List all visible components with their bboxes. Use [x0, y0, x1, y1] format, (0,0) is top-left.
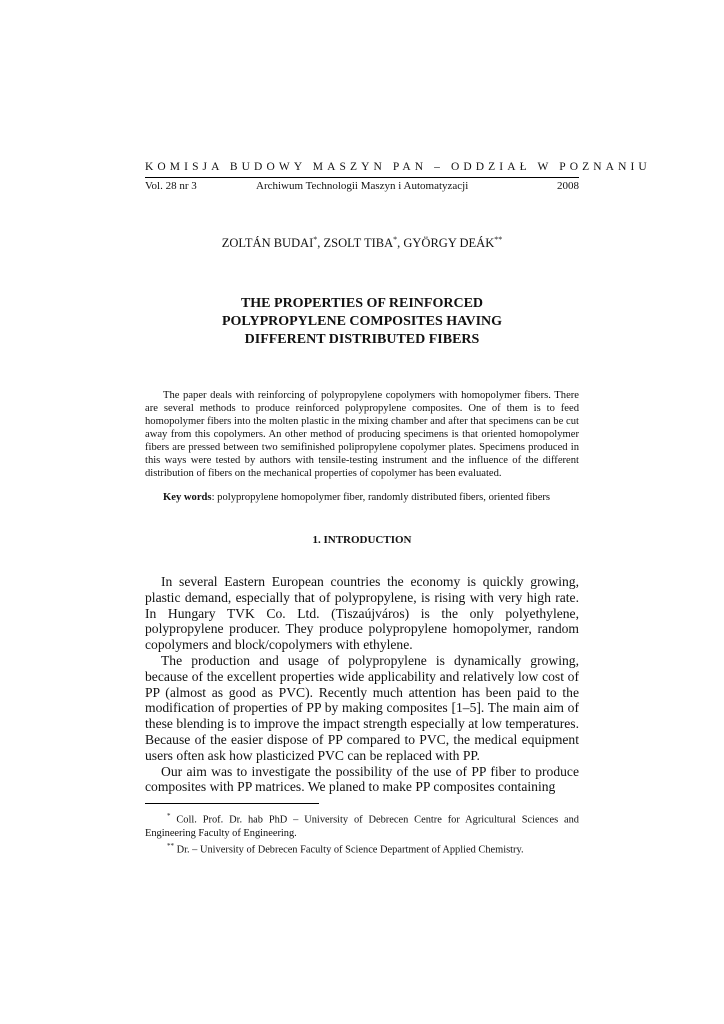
- body-paragraph: In several Eastern European countries the economy is quickly growing, plastic demand, especially that of polypropylene, is rising with very high rate. In Hungary TVK Co. Ltd. (Tiszaújváros) is the only polyethylene, polypropylene producer. They produce polypropylene homopolymer, random copolymers and block/copolymers with ethylene.: [145, 574, 579, 653]
- volume-label: Vol. 28 nr 3: [145, 180, 197, 192]
- author-name: ZSOLT TIBA: [323, 236, 394, 251]
- title-line: POLYPROPYLENE COMPOSITES HAVING: [221, 314, 503, 329]
- affiliation-mark: *: [313, 235, 318, 244]
- author-list: [145, 235, 579, 251]
- footnote: [145, 840, 579, 857]
- publication-year: 2008: [557, 180, 579, 192]
- title-line: THE PROPERTIES OF REINFORCED: [240, 296, 484, 311]
- keywords: [145, 492, 579, 503]
- title-line: DIFFERENT DISTRIBUTED FIBERS: [244, 332, 480, 347]
- affiliation-mark: *: [393, 235, 398, 244]
- body-text: [145, 574, 579, 795]
- author-name: ZOLTÁN BUDAI: [221, 236, 314, 251]
- section-heading: 1. INTRODUCTION: [312, 534, 412, 546]
- body-paragraph: The production and usage of polypropylene is dynamically growing, because of the excellent properties wide applicability and relatively low cost of PP (almost as good as PVC). Recently much attention has been paid to the modification of properties of PP by making composites [1–5]. The main aim of these blending is to improve the impact strength especially at low temperatures. Because of the easier dispose of PP compared to PVC, the medical equipment users often ask how plasticized PVC can be replaced with PP.: [145, 652, 579, 763]
- abstract: The paper deals with reinforcing of polypropylene copolymers with homopolymer fibers. There are several methods to produce reinforced polypropylene composites. One of them is to feed homopolymer fibers into the molten plastic in the mixing chamber and after that specimens can be cut away from this copolymers. An other method of producing specimens is that oriented homopolymer fibers are pressed between two semifinished polipropylene copolymer plates. Specimens produced in this ways were tested by authors with tensile-testing instrument and the influence of the different distribution of fibers on the mechanical properties of copolymer has been evaluated.: [145, 390, 579, 479]
- journal-publisher-line: KOMISJA BUDOWY MASZYN PAN – ODDZIAŁ W POZNANIU: [145, 161, 651, 173]
- journal-meta-row: [145, 177, 579, 192]
- footnote-mark: *: [167, 812, 171, 820]
- journal-name: Archiwum Technologii Maszyn i Automatyzacji: [256, 180, 469, 192]
- author-name: GYÖRGY DEÁK: [403, 236, 495, 251]
- footnote-mark: **: [167, 842, 174, 851]
- keywords-text: : polypropylene homopolymer fiber, randomly distributed fibers, oriented fibers: [211, 492, 551, 503]
- footnote-text: Coll. Prof. Dr. hab PhD – University of Debrecen Centre for Agricultural Sciences and Engineering Faculty of Engineering.: [145, 814, 579, 839]
- affiliation-mark: **: [494, 235, 503, 244]
- footnote: [145, 810, 579, 840]
- footnote-rule: [145, 803, 319, 804]
- body-paragraph: Our aim was to investigate the possibility of the use of PP fiber to produce composites with PP matrices. We planed to make PP composites containing: [145, 763, 579, 795]
- paper-title: [145, 295, 579, 349]
- author-separator: ,: [397, 236, 404, 251]
- footnote-text: Dr. – University of Debrecen Faculty of Science Department of Applied Chemistry.: [174, 844, 524, 856]
- author-separator: ,: [317, 236, 324, 251]
- footnotes: [145, 810, 579, 857]
- keywords-label: Key words: [163, 492, 212, 503]
